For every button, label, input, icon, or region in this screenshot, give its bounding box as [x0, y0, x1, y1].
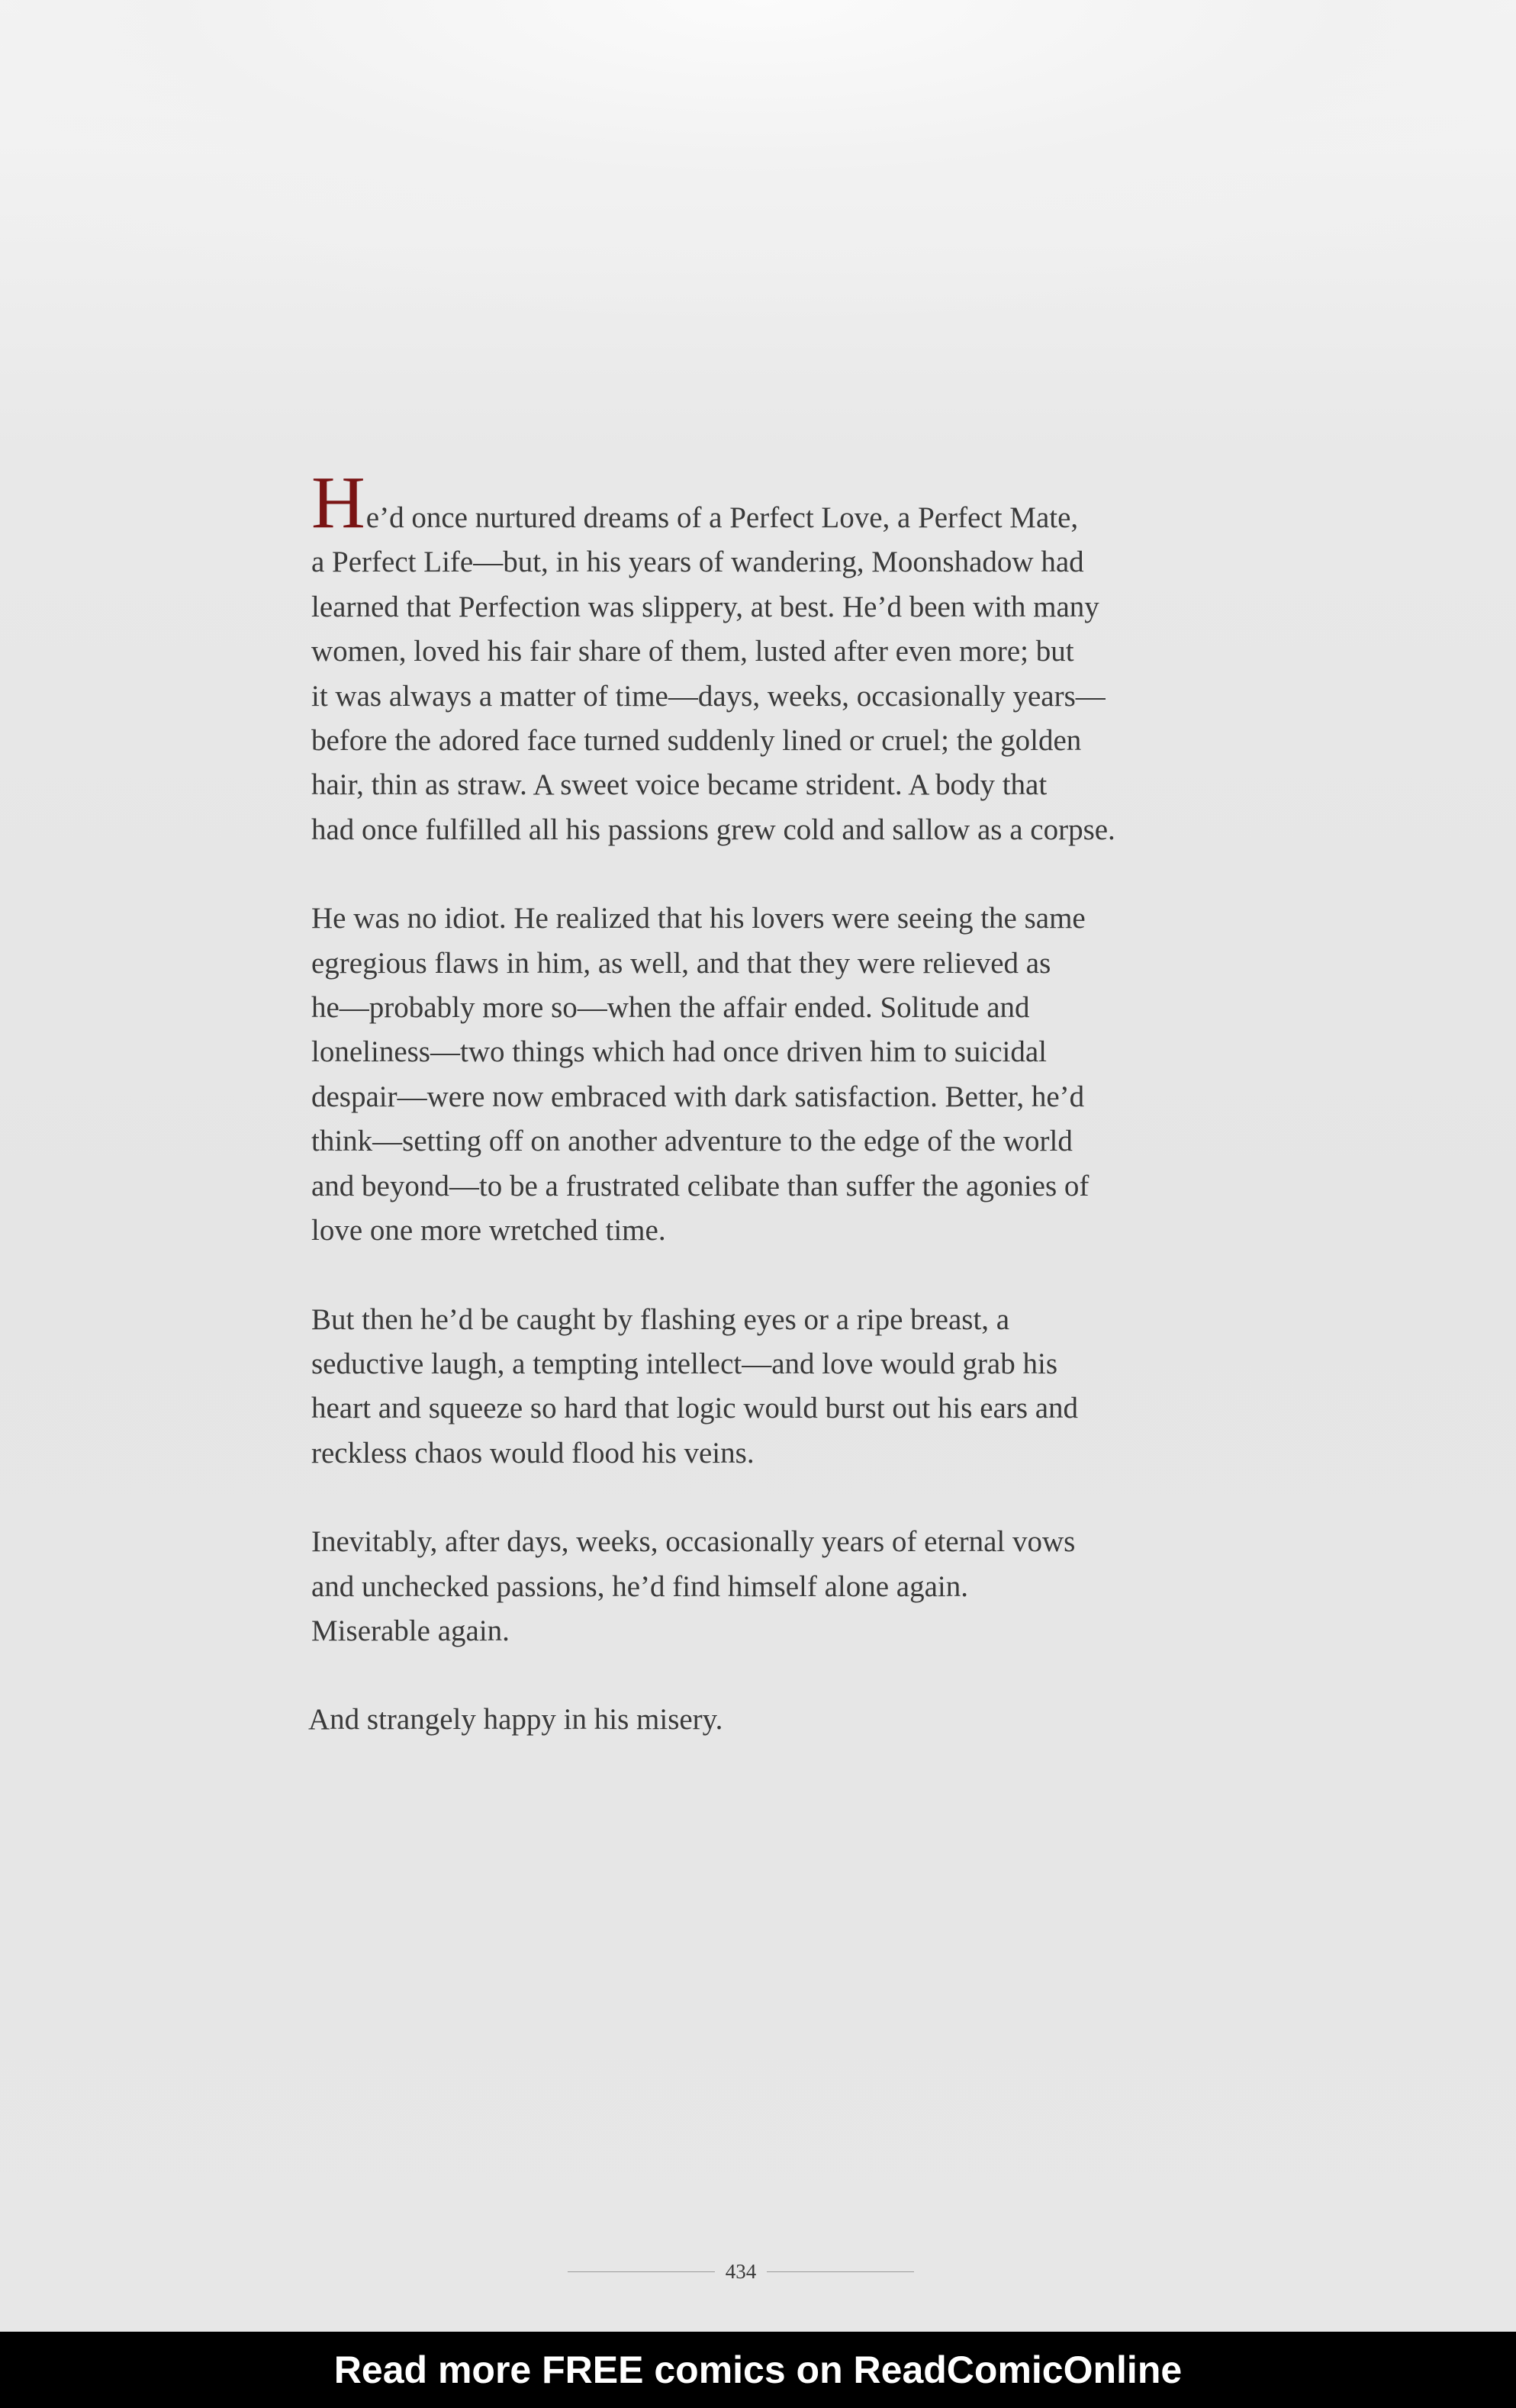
paragraph-1-text: e’d once nurtured dreams of a Perfect Love, a Perfect Mate, a Perfect Life—but, in his years of wandering, Moonshadow had learned that Perfection was slippery, at best. He’d been with many women, loved his fair share of them, lusted after even more; but it was always a matter of time—days, weeks, occasionally years— before the adored face turned suddenly lined or cruel; the golden hair, thin as straw. A sweet voice became strident. A body that had once fulfilled all his passions grew cold and sallow as a corpse.: [311, 501, 1115, 846]
promo-banner-text[interactable]: Read more FREE comics on ReadComicOnline: [333, 2348, 1183, 2391]
story-text: [308, 462, 1212, 1787]
paragraph-1: [311, 462, 1212, 852]
paragraph-4: Inevitably, after days, weeks, occasionally years of eternal vows and unchecked passions, he’d find himself alone again. Miserable again.: [311, 1525, 1076, 1647]
drop-cap: H: [311, 462, 365, 544]
page-number: 434: [725, 2259, 757, 2283]
footer-rule-right: [767, 2271, 914, 2272]
page-footer: [568, 2252, 914, 2290]
paragraph-2: He was no idiot. He realized that his lovers were seeing the same egregious flaws in him, as well, and that they were relieved as he—probably more so—when the affair ended. Solitude and loneliness—two things which had once driven him to suicidal despair—were now embraced with dark satisfaction. Better, he’d think—setting off on another adventure to the edge of the world and beyond—to be a frustrated celibate than suffer the agonies of love one more wretched time.: [311, 902, 1090, 1247]
footer-rule-left: [568, 2271, 715, 2272]
paragraph-5: And strangely happy in his misery.: [308, 1703, 723, 1737]
promo-banner[interactable]: [0, 2332, 1516, 2408]
paragraph-3: But then he’d be caught by flashing eyes or a ripe breast, a seductive laugh, a tempting intellect—and love would grab his heart and squeeze so hard that logic would burst out his ears and reckless chaos would flood his veins.: [311, 1302, 1079, 1470]
